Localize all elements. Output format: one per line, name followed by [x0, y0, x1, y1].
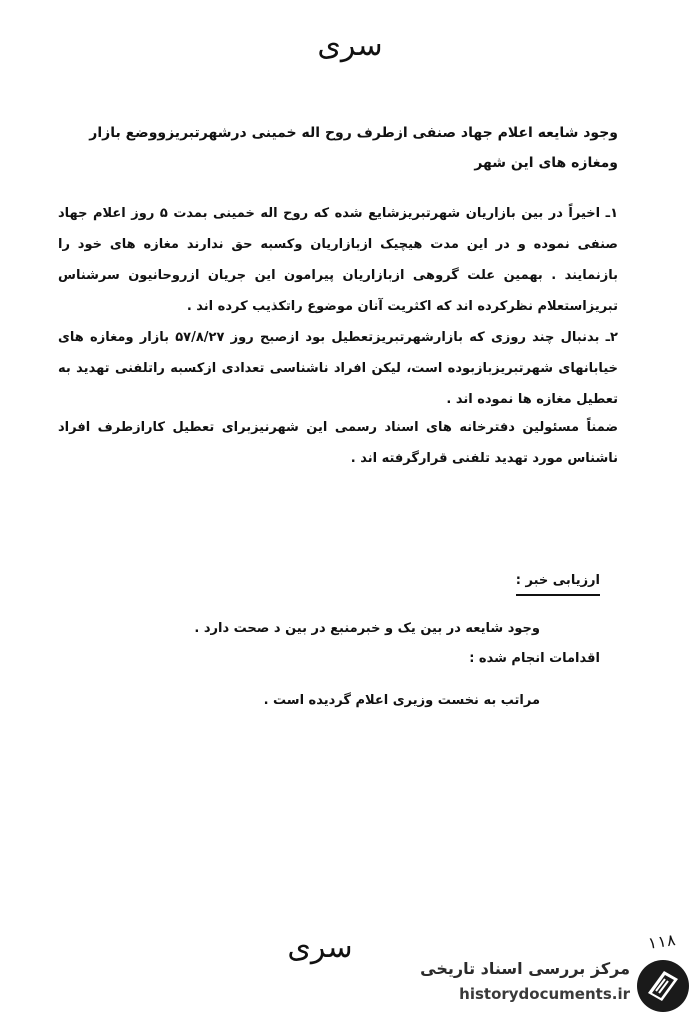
watermark-title: مرکز بررسی اسناد تاریخی	[420, 959, 630, 978]
actions-heading: اقدامات انجام شده :	[469, 651, 600, 666]
actions-text: مراتب به نخست وزیری اعلام گردیده است .	[263, 693, 540, 708]
assessment-heading: ارزیابی خبر :	[516, 570, 600, 596]
watermark-url: historydocuments.ir	[459, 985, 630, 1003]
paragraph-2: ۲ـ بدنبال چند روزی که بازارشهرتبریزتعطیل بود ازصبح روز ۵۷/۸/۲۷ بازار ومغازه های خیابانهای شهرتبریزبازبوده است، لیکن افراد ناشناسی تعدادی ازکسبه راتلفنی تهدید به تعطیل مغازه ها نموده اند .	[58, 330, 618, 407]
document-subject	[58, 118, 618, 178]
subject-line-2: ومغازه های این شهر	[474, 155, 618, 171]
classification-stamp-top: سری	[317, 28, 383, 63]
book-scroll-logo-icon	[634, 957, 692, 1015]
paragraph-3: ضمناً مسئولین دفترخانه های اسناد رسمی این شهرنیزبرای تعطیل کارازطرف افراد ناشناس مورد تهدید تلفنی قرارگرفته اند .	[58, 420, 618, 466]
paragraph-1: ۱ـ اخیراً در بین بازاریان شهرتبریزشایع شده که روح اله خمینی بمدت ۵ روز اعلام جهاد صنفی نموده و در این مدت هیچیک ازبازاریان وکسبه حق ندارند مغازه های خود را بازنمایند . بهمین علت گروهی ازبازاریان پیرامون این جریان ازروحانیون سرشناس تبریزاستعلام نظرکرده اند که اکثریت آنان موضوع راتکذیب کرده اند .	[58, 206, 618, 314]
subject-line-1: وجود شایعه اعلام جهاد صنفی ازطرف روح اله خمینی درشهرتبریزووضع بازار	[89, 125, 618, 141]
page-number: ۱۱۸	[645, 930, 678, 953]
classification-stamp-bottom: سری	[287, 930, 353, 965]
watermark	[412, 955, 692, 1015]
assessment-text: وجود شایعه در بین یک و خبرمنبع در بین د صحت دارد .	[194, 621, 540, 636]
